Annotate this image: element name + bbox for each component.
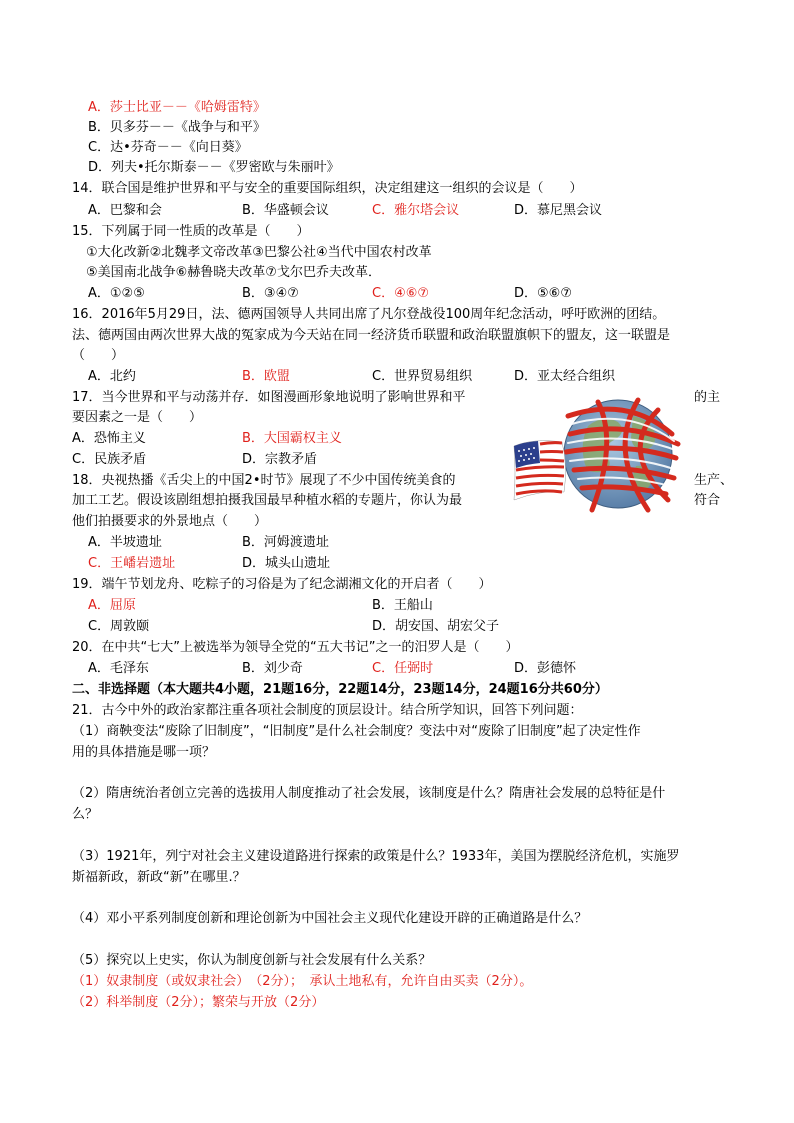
- q19-stem: 19．端午节划龙舟、吃粽子的习俗是为了纪念湖湘文化的开启者（ ）: [72, 577, 492, 592]
- q15-list-line1: ①大化改新②北魏孝文帝改革③巴黎公社④当代中国农村改革: [86, 245, 432, 260]
- q21-part5: （5）探究以上史实，你认为制度创新与社会发展有什么关系？: [72, 953, 432, 968]
- q18-stem-line2: 加工工艺。假设该剧组想拍摄我国最早种植水稻的专题片，你认为最: [72, 493, 463, 508]
- q17-stem-line1-tail: 的主: [694, 390, 721, 405]
- q17-option-c: C．民族矛盾: [72, 452, 147, 467]
- q14-stem: 14．联合国是维护世界和平与安全的重要国际组织，决定组建这一组织的会议是（ ）: [72, 181, 583, 196]
- q14-option-a: A．巴黎和会: [88, 203, 162, 218]
- q20-option-a: A．毛泽东: [88, 661, 149, 676]
- q18-option-b: B．河姆渡遗址: [242, 535, 329, 550]
- q18-stem-line1: 18．央视热播《舌尖上的中国2•时节》展现了不少中国传统美食的: [72, 473, 456, 488]
- q17-option-a: A．恐怖主义: [72, 431, 146, 446]
- q20-option-d: D．彭德怀: [514, 661, 577, 676]
- q21-part4: （4）邓小平系列制度创新和理论创新为中国社会主义现代化建设开辟的正确道路是什么？: [72, 911, 588, 926]
- q16-option-b: B．欧盟: [242, 369, 290, 384]
- q21-answer1: （1）奴隶制度（或奴隶社会） （2分）； 承认土地私有，允许自由买卖（2分）。: [72, 974, 533, 989]
- q19-option-a: A．屈原: [88, 598, 136, 613]
- cartoon-image: [508, 396, 692, 514]
- q16-option-c: C．世界贸易组织: [372, 369, 473, 384]
- q13-option-a: A．莎士比亚－－《哈姆雷特》: [88, 100, 266, 115]
- q13-option-b: B．贝多芬－－《战争与和平》: [88, 120, 266, 135]
- q21-stem: 21．古今中外的政治家都注重各项社会制度的顶层设计。结合所学知识，回答下列问题：: [72, 703, 583, 718]
- q20-option-c: C．任弼时: [372, 661, 434, 676]
- q17-option-d: D．宗教矛盾: [242, 452, 318, 467]
- q18-stem-line3: 他们拍摄要求的外景地点（ ）: [72, 514, 268, 529]
- q15-stem: 15．下列属于同一性质的改革是（ ）: [72, 224, 310, 239]
- q16-stem-line3: （ ）: [72, 348, 125, 363]
- q15-option-d: D．⑤⑥⑦: [514, 286, 572, 301]
- q19-option-b: B．王船山: [372, 598, 433, 613]
- q20-option-b: B．刘少奇: [242, 661, 303, 676]
- q17-stem-line1: 17．当今世界和平与动荡并存．如图漫画形象地说明了影响世界和平: [72, 390, 466, 405]
- q16-option-d: D．亚太经合组织: [514, 369, 616, 384]
- q14-option-d: D．慕尼黑会议: [514, 203, 603, 218]
- q21-answer2: （2）科举制度（2分）；繁荣与开放（2分）: [72, 995, 325, 1010]
- q21-part1-line1: （1）商鞅变法“废除了旧制度”，“旧制度”是什么社会制度？变法中对“废除了旧制度”起了决定性作: [72, 724, 641, 739]
- q21-part2-line2: 么？: [72, 807, 99, 822]
- globe-flag-cartoon-icon: [508, 396, 692, 514]
- q18-stem-line2-tail: 符合: [694, 493, 721, 508]
- q19-option-c: C．周敦颐: [88, 619, 150, 634]
- q20-stem: 20．在中共“七大”上被选举为领导全党的“五大书记”之一的汨罗人是（ ）: [72, 640, 519, 655]
- section-title: 二、非选择题（本大题共4小题，21题16分，22题14分，23题14分，24题16分共60分）: [72, 682, 608, 697]
- q16-stem-line1: 16．2016年5月29日，法、德两国领导人共同出席了凡尔登战役100周年纪念活动，呼吁欧洲的团结。: [72, 307, 666, 322]
- q15-option-c: C．④⑥⑦: [372, 286, 430, 301]
- q18-option-c: C．王嶓岩遗址: [88, 556, 176, 571]
- q16-stem-line2: 法、德两国由两次世界大战的冤家成为今天站在同一经济货币联盟和政治联盟旗帜下的盟友，这一联盟是: [72, 328, 671, 343]
- q17-option-b: B．大国霸权主义: [242, 431, 342, 446]
- q18-option-d: D．城头山遗址: [242, 556, 331, 571]
- q14-option-c: C．雅尔塔会议: [372, 203, 460, 218]
- q13-option-c: C．达•芬奇－－《向日葵》: [88, 140, 248, 155]
- q17-stem-line2: 要因素之一是（ ）: [72, 410, 203, 425]
- q19-option-d: D．胡安国、胡宏父子: [372, 619, 500, 634]
- q21-part3-line1: （3）1921年，列宁对社会主义建设道路进行探索的政策是什么？1933年，美国为摆脱经济危机，实施罗: [72, 849, 680, 864]
- q16-option-a: A．北约: [88, 369, 136, 384]
- q13-option-d: D．列夫•托尔斯泰－－《罗密欧与朱丽叶》: [88, 160, 340, 175]
- q14-option-b: B．华盛顿会议: [242, 203, 329, 218]
- q15-list-line2: ⑤美国南北战争⑥赫鲁晓夫改革⑦戈尔巴乔夫改革．: [86, 265, 381, 280]
- q21-part1-line2: 用的具体措施是哪一项？: [72, 745, 216, 760]
- q15-option-a: A．①②⑤: [88, 286, 145, 301]
- q15-option-b: B．③④⑦: [242, 286, 299, 301]
- q21-part2-line1: （2）隋唐统治者创立完善的选拔用人制度推动了社会发展，该制度是什么？隋唐社会发展的总特征是什: [72, 786, 666, 801]
- q21-part3-line2: 斯福新政，新政“新”在哪里.？: [72, 870, 246, 885]
- q18-stem-line1-tail: 生产、: [694, 473, 734, 488]
- q18-option-a: A．半坡遗址: [88, 535, 162, 550]
